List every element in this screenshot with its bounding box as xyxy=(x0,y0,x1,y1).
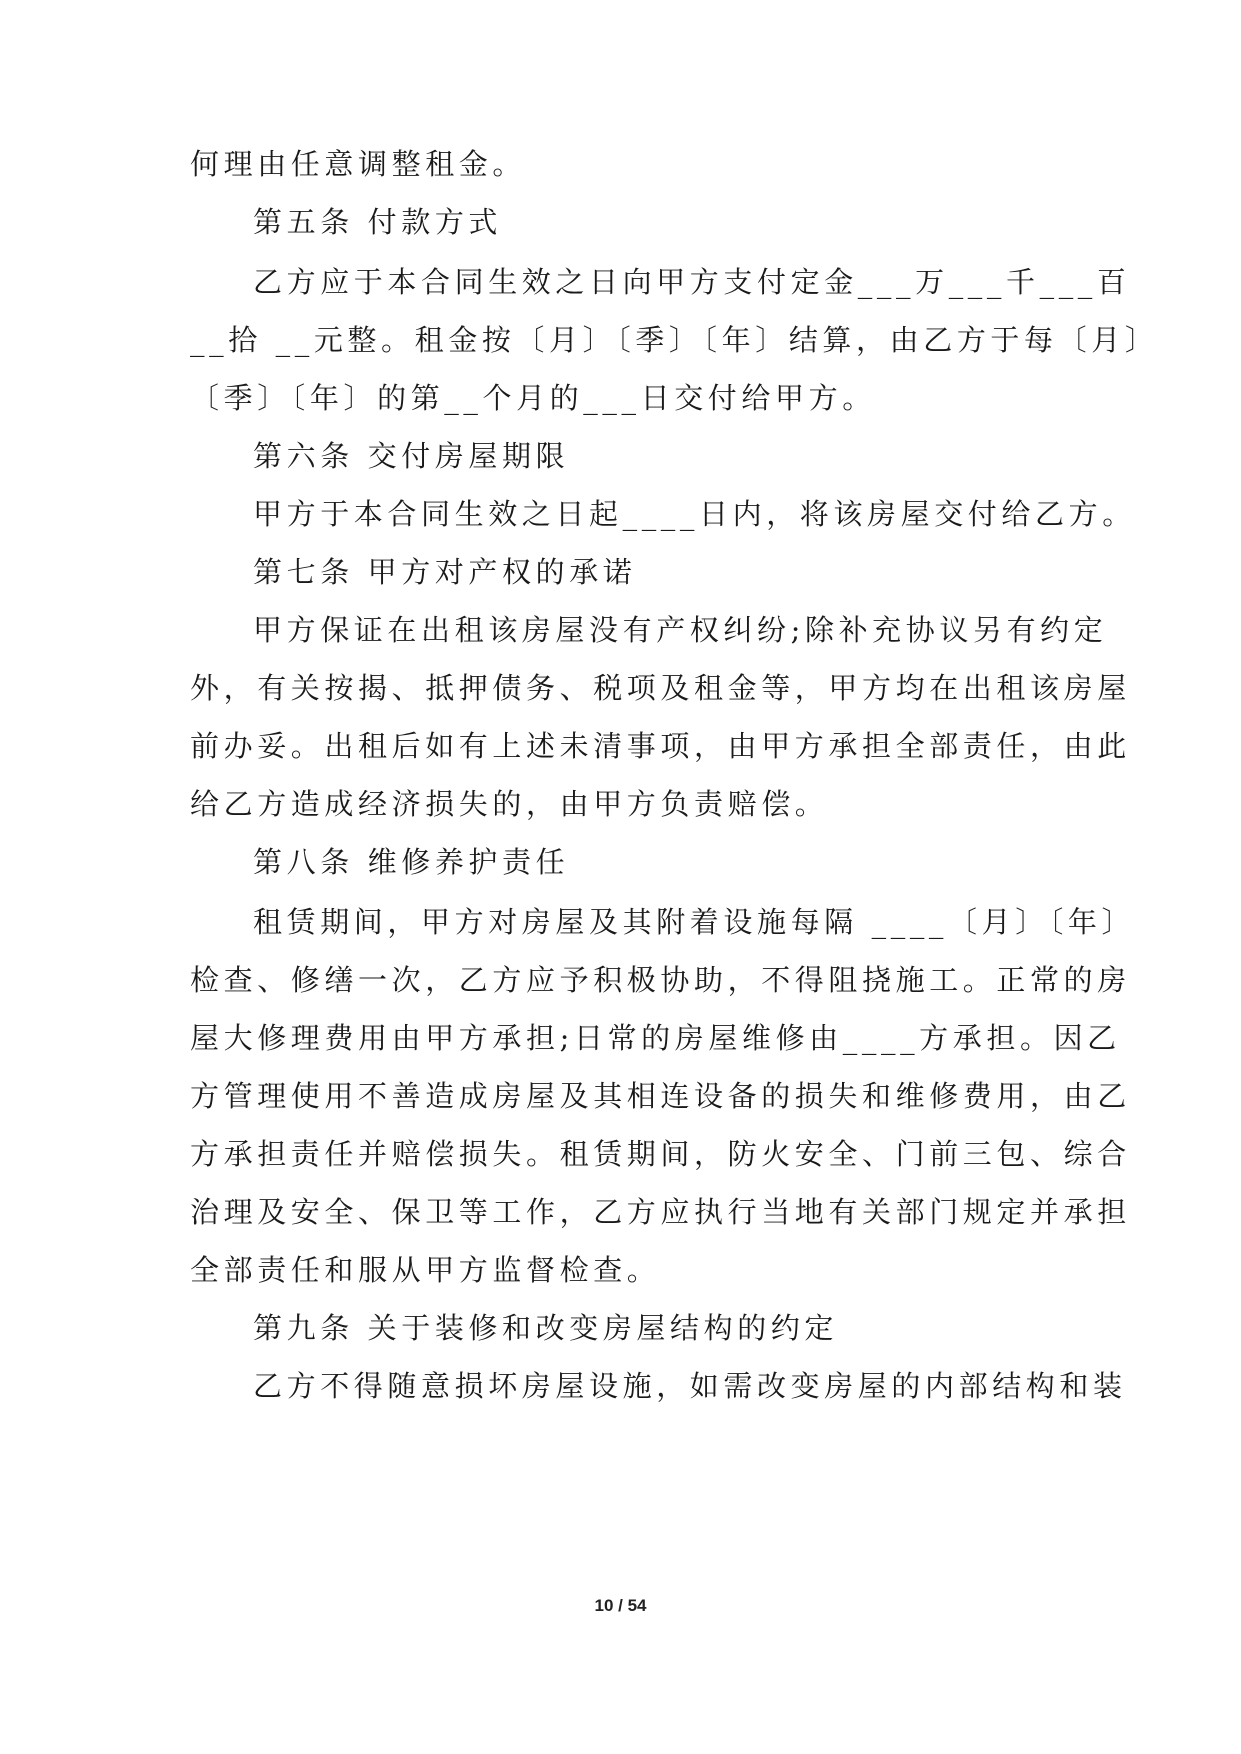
section-heading-8: 第八条 维修养护责任 xyxy=(253,845,570,879)
text-line: 甲方保证在出租该房屋没有产权纠纷;除补充协议另有约定 xyxy=(253,613,1108,647)
text-line: 前办妥。出租后如有上述未清事项，由甲方承担全部责任，由此 xyxy=(190,729,1131,763)
section-heading-5: 第五条 付款方式 xyxy=(253,205,503,239)
text-line: 屋大修理费用由甲方承担;日常的房屋维修由____方承担。因乙 xyxy=(190,1021,1121,1055)
text-line: 外，有关按揭、抵押债务、税项及租金等，甲方均在出租该房屋 xyxy=(190,671,1131,705)
text-line: __拾 __元整。租金按〔月〕〔季〕〔年〕结算，由乙方于每〔月〕 xyxy=(190,323,1159,357)
section-heading-6: 第六条 交付房屋期限 xyxy=(253,439,570,473)
page-number: 10 / 54 xyxy=(594,1596,647,1615)
text-line: 租赁期间，甲方对房屋及其附着设施每隔 ____〔月〕〔年〕 xyxy=(253,905,1136,939)
text-line: 乙方不得随意损坏房屋设施，如需改变房屋的内部结构和装 xyxy=(253,1369,1127,1403)
text-line: 治理及安全、保卫等工作，乙方应执行当地有关部门规定并承担 xyxy=(190,1195,1131,1229)
text-line: 给乙方造成经济损失的，由甲方负责赔偿。 xyxy=(190,787,829,821)
text-line: 方承担责任并赔偿损失。租赁期间，防火安全、门前三包、综合 xyxy=(190,1137,1131,1171)
section-heading-7: 第七条 甲方对产权的承诺 xyxy=(253,555,637,589)
text-line: 检查、修缮一次，乙方应予积极协助，不得阻挠施工。正常的房 xyxy=(190,963,1131,997)
section-heading-9: 第九条 关于装修和改变房屋结构的约定 xyxy=(253,1311,839,1345)
text-line: 〔季〕〔年〕的第__个月的___日交付给甲方。 xyxy=(190,381,876,415)
text-line: 甲方于本合同生效之日起____日内，将该房屋交付给乙方。 xyxy=(253,497,1136,531)
text-line: 乙方应于本合同生效之日向甲方支付定金___万___千___百 xyxy=(253,265,1131,299)
text-line: 方管理使用不善造成房屋及其相连设备的损失和维修费用，由乙 xyxy=(190,1079,1131,1113)
text-line: 全部责任和服从甲方监督检查。 xyxy=(190,1253,661,1287)
text-line: 何理由任意调整租金。 xyxy=(190,147,527,181)
